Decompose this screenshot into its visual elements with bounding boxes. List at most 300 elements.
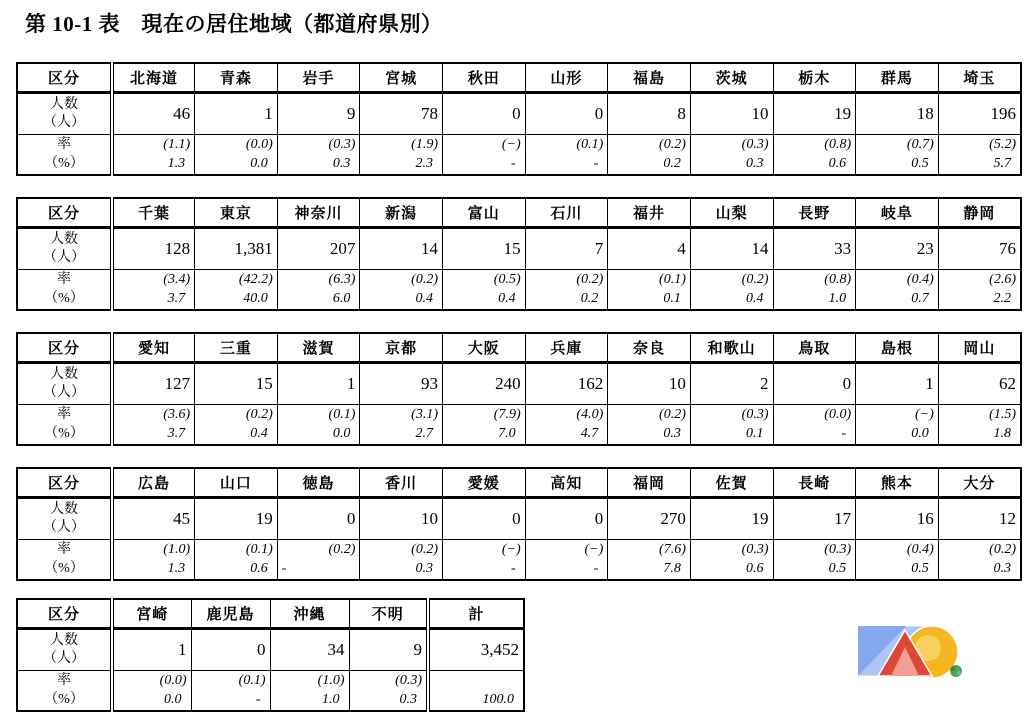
col-header: 広島: [112, 468, 195, 498]
rate-value: -: [255, 692, 261, 707]
rate-paren-value: (0.3): [741, 407, 769, 422]
col-header: 福岡: [608, 468, 691, 498]
count-row: [17, 228, 1021, 270]
count-cell: 46: [112, 93, 195, 135]
prefecture-table-2: [16, 197, 1022, 311]
rate-row-label: [17, 671, 112, 712]
rate-paren-value: (42.2): [238, 272, 273, 287]
rate-paren-value: (0.1): [576, 137, 604, 152]
rate-value: 7.0: [498, 426, 516, 441]
logo-leaf-shade: [951, 667, 955, 671]
rate-cell: [360, 540, 443, 581]
rate-cell: [112, 671, 191, 712]
prefecture-table-3: [16, 332, 1022, 446]
rate-value: 3.7: [167, 291, 186, 306]
rate-paren-value: (0.3): [328, 137, 356, 152]
col-header: 新潟: [360, 198, 443, 228]
count-cell: 2: [690, 363, 773, 405]
count-row-label: [17, 363, 112, 405]
rate-paren-value: (0.2): [576, 272, 604, 287]
count-cell: 14: [360, 228, 443, 270]
rate-value: 40.0: [243, 291, 268, 306]
rate-cell: [277, 540, 360, 581]
rate-value: 1.3: [167, 156, 186, 171]
col-header: 愛知: [112, 333, 195, 363]
rate-row-label: [17, 270, 112, 311]
col-header: 徳島: [277, 468, 360, 498]
rate-cell: [195, 540, 278, 581]
rate-row: [17, 135, 1021, 176]
count-label-line2: （人）: [43, 651, 85, 666]
count-cell: 93: [360, 363, 443, 405]
col-header: 兵庫: [525, 333, 608, 363]
rate-paren-value: (−): [584, 542, 604, 557]
rate-cell: [856, 405, 939, 446]
count-cell: 9: [277, 93, 360, 135]
col-header: 奈良: [608, 333, 691, 363]
count-cell: 0: [773, 363, 856, 405]
rate-value: 0.0: [250, 156, 268, 171]
rate-value: 0.5: [828, 561, 847, 576]
rate-row-label: [17, 540, 112, 581]
rate-paren-value: (0.2): [659, 137, 686, 152]
rate-value: 0.0: [911, 426, 929, 441]
rate-value: 2.2: [993, 291, 1011, 306]
rate-paren-value: (0.1): [659, 272, 686, 287]
rate-paren-value: (−): [501, 542, 521, 557]
count-label-line2: （人）: [43, 115, 85, 130]
col-header: 鳥取: [773, 333, 856, 363]
count-row-label: [17, 498, 112, 540]
rate-label-line1: 率: [57, 407, 71, 423]
rate-value: 0.3: [415, 561, 433, 576]
rate-paren-value: (0.3): [741, 542, 769, 557]
rate-cell: [608, 270, 691, 311]
rate-cell: [773, 270, 856, 311]
rate-cell: [360, 135, 443, 176]
rate-paren-value: (1.0): [317, 673, 345, 688]
rate-value: 0.6: [828, 156, 847, 171]
rate-cell: [856, 540, 939, 581]
col-header: 岩手: [277, 63, 360, 93]
count-cell: 4: [608, 228, 691, 270]
rate-paren-value: (0.2): [328, 542, 356, 557]
rate-paren-value: (0.4): [906, 272, 934, 287]
rate-cell: [608, 135, 691, 176]
count-cell: 15: [443, 228, 526, 270]
rate-cell: [443, 270, 526, 311]
rate-paren-value: (3.4): [163, 272, 191, 287]
rate-cell: [525, 135, 608, 176]
rate-paren-value: (0.5): [493, 272, 521, 287]
count-cell: 19: [773, 93, 856, 135]
count-row: [17, 629, 524, 671]
count-cell: 8: [608, 93, 691, 135]
rate-cell: [195, 405, 278, 446]
rate-cell: [270, 671, 349, 712]
rate-paren-value: (0.0): [824, 407, 852, 422]
rate-cell: [360, 405, 443, 446]
count-cell: 0: [525, 498, 608, 540]
rate-label-line1: 率: [57, 542, 71, 558]
rate-cell: [690, 405, 773, 446]
rate-paren-value: (6.3): [328, 272, 356, 287]
count-cell: 240: [443, 363, 526, 405]
count-cell: 18: [856, 93, 939, 135]
rate-cell: [112, 135, 195, 176]
rate-value: 0.3: [746, 156, 764, 171]
rate-cell: [277, 135, 360, 176]
count-cell: 196: [938, 93, 1021, 135]
col-header: 計: [428, 599, 524, 629]
rate-cell: [277, 270, 360, 311]
rate-cell: [608, 540, 691, 581]
count-row: [17, 93, 1021, 135]
count-label-line1: 人数: [50, 366, 78, 382]
rate-value: 0.5: [911, 561, 929, 576]
rate-row: [17, 671, 524, 712]
col-header: 福島: [608, 63, 691, 93]
rate-cell: [195, 270, 278, 311]
col-header: 岐阜: [856, 198, 939, 228]
col-header: 三重: [195, 333, 278, 363]
count-label-line2: （人）: [43, 250, 85, 265]
rate-paren-value: (0.3): [395, 673, 422, 688]
count-row-label: [17, 228, 112, 270]
rate-paren-value: (−): [914, 407, 934, 422]
rate-cell: [428, 671, 524, 712]
col-header: 大阪: [443, 333, 526, 363]
rate-cell: [938, 135, 1021, 176]
col-header: 静岡: [938, 198, 1021, 228]
rate-paren-value: (2.6): [989, 272, 1016, 287]
rate-paren-value: (1.9): [411, 137, 438, 152]
count-cell: 1: [856, 363, 939, 405]
count-cell: 207: [277, 228, 360, 270]
rate-value: 3.7: [167, 426, 186, 441]
col-header: 秋田: [443, 63, 526, 93]
col-header: 茨城: [690, 63, 773, 93]
col-header: 群馬: [856, 63, 939, 93]
rate-cell: [856, 270, 939, 311]
rate-cell: [112, 405, 195, 446]
rate-value: -: [510, 156, 516, 171]
col-header: 栃木: [773, 63, 856, 93]
col-header: 北海道: [112, 63, 195, 93]
rate-value: 0.3: [332, 156, 351, 171]
rate-paren-value: (0.2): [989, 542, 1016, 557]
rate-cell: [191, 671, 270, 712]
rate-row: [17, 270, 1021, 311]
rate-paren-value: (7.6): [659, 542, 686, 557]
col-header: 東京: [195, 198, 278, 228]
count-cell: 3,452: [428, 629, 524, 671]
count-cell: 0: [443, 498, 526, 540]
count-cell: 15: [195, 363, 278, 405]
kubun-header: 区分: [17, 333, 112, 363]
header-row: [17, 198, 1021, 228]
rate-paren-value: (0.4): [906, 542, 934, 557]
col-header: 愛媛: [443, 468, 526, 498]
rate-value: -: [593, 156, 599, 171]
rate-paren-value: (3.1): [411, 407, 438, 422]
rate-value: 2.3: [415, 156, 433, 171]
rate-cell: [360, 270, 443, 311]
col-header: 佐賀: [690, 468, 773, 498]
col-header: 青森: [195, 63, 278, 93]
count-cell: 1: [112, 629, 191, 671]
rate-value: 0.3: [399, 692, 417, 707]
rate-cell: [525, 405, 608, 446]
count-cell: 62: [938, 363, 1021, 405]
rate-paren-value: (1.0): [163, 542, 191, 557]
rate-value: 0.4: [415, 291, 433, 306]
rate-label-line2: （%）: [44, 691, 84, 707]
rate-value: 0.0: [164, 692, 182, 707]
count-cell: 1: [195, 93, 278, 135]
count-row: [17, 363, 1021, 405]
rate-paren-value: (0.1): [328, 407, 356, 422]
col-header: 和歌山: [690, 333, 773, 363]
rate-cell: [608, 405, 691, 446]
col-header: 島根: [856, 333, 939, 363]
rate-paren-value: (0.2): [741, 272, 769, 287]
rate-paren-value: (0.2): [659, 407, 686, 422]
kubun-header: 区分: [17, 198, 112, 228]
col-header: 宮崎: [112, 599, 191, 629]
rate-paren-value: (0.2): [411, 542, 438, 557]
header-row: [17, 63, 1021, 93]
rate-label-line2: （%）: [44, 155, 84, 171]
count-cell: 10: [690, 93, 773, 135]
rate-cell: [773, 540, 856, 581]
count-cell: 270: [608, 498, 691, 540]
rate-row-label: [17, 135, 112, 176]
rate-paren-value: (0.8): [824, 272, 852, 287]
rate-value: -: [593, 561, 599, 576]
rate-cell: [443, 135, 526, 176]
kubun-header: 区分: [17, 599, 112, 629]
rate-cell: [443, 540, 526, 581]
count-cell: 0: [191, 629, 270, 671]
rate-paren-value: (0.1): [238, 673, 266, 688]
rate-cell: [938, 540, 1021, 581]
rate-paren-value: [430, 671, 523, 691]
col-header: 山口: [195, 468, 278, 498]
rate-cell: [112, 270, 195, 311]
header-row: [17, 333, 1021, 363]
rate-cell: [938, 405, 1021, 446]
rate-value: 5.7: [993, 156, 1011, 171]
count-cell: 45: [112, 498, 195, 540]
col-header: 岡山: [938, 333, 1021, 363]
rate-value: 0.2: [663, 156, 681, 171]
rate-label-line1: 率: [57, 137, 71, 153]
rate-value: 100.0: [482, 692, 514, 707]
logo-leaf-light: [957, 671, 961, 675]
count-cell: 7: [525, 228, 608, 270]
kubun-header: 区分: [17, 468, 112, 498]
rate-value: 0.0: [332, 426, 351, 441]
count-label-line2: （人）: [43, 520, 85, 535]
rate-value: 0.3: [993, 561, 1011, 576]
rate-value: 6.0: [332, 291, 351, 306]
col-header: 富山: [443, 198, 526, 228]
rate-row: [17, 540, 1021, 581]
rate-paren-value: (1.1): [163, 137, 191, 152]
rate-cell: [773, 135, 856, 176]
rate-paren-value: (0.7): [906, 137, 934, 152]
col-header: 香川: [360, 468, 443, 498]
rate-value: 4.7: [580, 426, 599, 441]
col-header: 滋賀: [277, 333, 360, 363]
rate-paren-value: (0.0): [159, 673, 187, 688]
count-label-line1: 人数: [50, 231, 78, 247]
rate-value: 0.1: [663, 291, 681, 306]
rate-value: 0.5: [911, 156, 929, 171]
rate-paren-value: (0.0): [245, 137, 273, 152]
rate-value: -: [841, 426, 847, 441]
kubun-header: 区分: [17, 63, 112, 93]
header-row: [17, 599, 524, 629]
col-header: 福井: [608, 198, 691, 228]
rate-paren-value: (0.8): [824, 137, 852, 152]
count-cell: 12: [938, 498, 1021, 540]
rate-cell: [525, 540, 608, 581]
prefecture-table-4: [16, 467, 1022, 581]
rate-label-line2: （%）: [44, 290, 84, 306]
rate-paren-value: (1.5): [989, 407, 1016, 422]
col-header: 神奈川: [277, 198, 360, 228]
mao-logo: [856, 614, 968, 686]
count-row-label: [17, 93, 112, 135]
count-label-line1: 人数: [50, 96, 78, 112]
rate-cell: [525, 270, 608, 311]
count-cell: 33: [773, 228, 856, 270]
rate-cell: [277, 405, 360, 446]
rate-value: 0.1: [746, 426, 764, 441]
count-cell: 1: [277, 363, 360, 405]
rate-value: 0.4: [498, 291, 516, 306]
count-cell: 0: [443, 93, 526, 135]
rate-paren-value: (0.1): [245, 542, 273, 557]
count-cell: 14: [690, 228, 773, 270]
rate-cell: [773, 405, 856, 446]
rate-cell: [443, 405, 526, 446]
count-cell: 34: [270, 629, 349, 671]
count-cell: 10: [608, 363, 691, 405]
col-header: 不明: [349, 599, 428, 629]
rate-label-line2: （%）: [44, 425, 84, 441]
col-header: 埼玉: [938, 63, 1021, 93]
col-header: 千葉: [112, 198, 195, 228]
rate-paren-value: (−): [501, 137, 521, 152]
rate-paren-value: (0.3): [741, 137, 769, 152]
rate-cell: [690, 270, 773, 311]
rate-paren-value: (0.2): [245, 407, 273, 422]
page-title: 第 10-1 表 現在の居住地域（都道府県別）: [25, 12, 443, 36]
count-cell: 19: [690, 498, 773, 540]
rate-value: 7.8: [663, 561, 681, 576]
count-cell: 16: [856, 498, 939, 540]
rate-value: -: [510, 561, 516, 576]
col-header: 山形: [525, 63, 608, 93]
count-cell: 10: [360, 498, 443, 540]
rate-paren-value: (7.9): [493, 407, 521, 422]
rate-label-line2: （%）: [44, 560, 84, 576]
count-label-line2: （人）: [43, 385, 85, 400]
rate-paren-value: (3.6): [163, 407, 191, 422]
rate-value: 0.3: [663, 426, 681, 441]
count-cell: 162: [525, 363, 608, 405]
rate-label-line1: 率: [57, 272, 71, 288]
rate-value: 0.4: [746, 291, 764, 306]
count-row-label: [17, 629, 112, 671]
count-cell: 78: [360, 93, 443, 135]
rate-value: 1.0: [322, 692, 340, 707]
count-cell: 76: [938, 228, 1021, 270]
col-header: 鹿児島: [191, 599, 270, 629]
rate-cell: [690, 540, 773, 581]
col-header: 高知: [525, 468, 608, 498]
col-header: 沖縄: [270, 599, 349, 629]
col-header: 宮城: [360, 63, 443, 93]
count-cell: 19: [195, 498, 278, 540]
rate-cell: [690, 135, 773, 176]
count-cell: 0: [277, 498, 360, 540]
rate-cell: [349, 671, 428, 712]
rate-value: 1.8: [993, 426, 1011, 441]
rate-row: [17, 405, 1021, 446]
count-cell: 1,381: [195, 228, 278, 270]
rate-value: 0.2: [580, 291, 599, 306]
rate-cell: [112, 540, 195, 581]
rate-paren-value: (0.3): [824, 542, 852, 557]
col-header: 京都: [360, 333, 443, 363]
prefecture-table-1: [16, 62, 1022, 176]
count-label-line1: 人数: [50, 501, 78, 517]
rate-value: 0.6: [746, 561, 764, 576]
rate-label-line1: 率: [57, 673, 71, 689]
logo-leaf: [950, 665, 962, 677]
count-cell: 9: [349, 629, 428, 671]
rate-value: 0.7: [911, 291, 929, 306]
rate-cell: [195, 135, 278, 176]
col-header: 長野: [773, 198, 856, 228]
count-cell: 128: [112, 228, 195, 270]
col-header: 山梨: [690, 198, 773, 228]
rate-value: 0.4: [250, 426, 268, 441]
count-row: [17, 498, 1021, 540]
count-label-line1: 人数: [50, 632, 78, 648]
col-header: 熊本: [856, 468, 939, 498]
prefecture-table-5: [16, 598, 525, 712]
rate-value: 1.3: [167, 561, 186, 576]
rate-value: 0.6: [250, 561, 268, 576]
col-header: 長崎: [773, 468, 856, 498]
rate-paren-value: (0.2): [411, 272, 438, 287]
col-header: 石川: [525, 198, 608, 228]
rate-row-label: [17, 405, 112, 446]
count-cell: 23: [856, 228, 939, 270]
rate-value: 1.0: [828, 291, 847, 306]
rate-value: -: [281, 561, 287, 576]
rate-value: 2.7: [415, 426, 433, 441]
count-cell: 0: [525, 93, 608, 135]
col-header: 大分: [938, 468, 1021, 498]
count-cell: 127: [112, 363, 195, 405]
header-row: [17, 468, 1021, 498]
